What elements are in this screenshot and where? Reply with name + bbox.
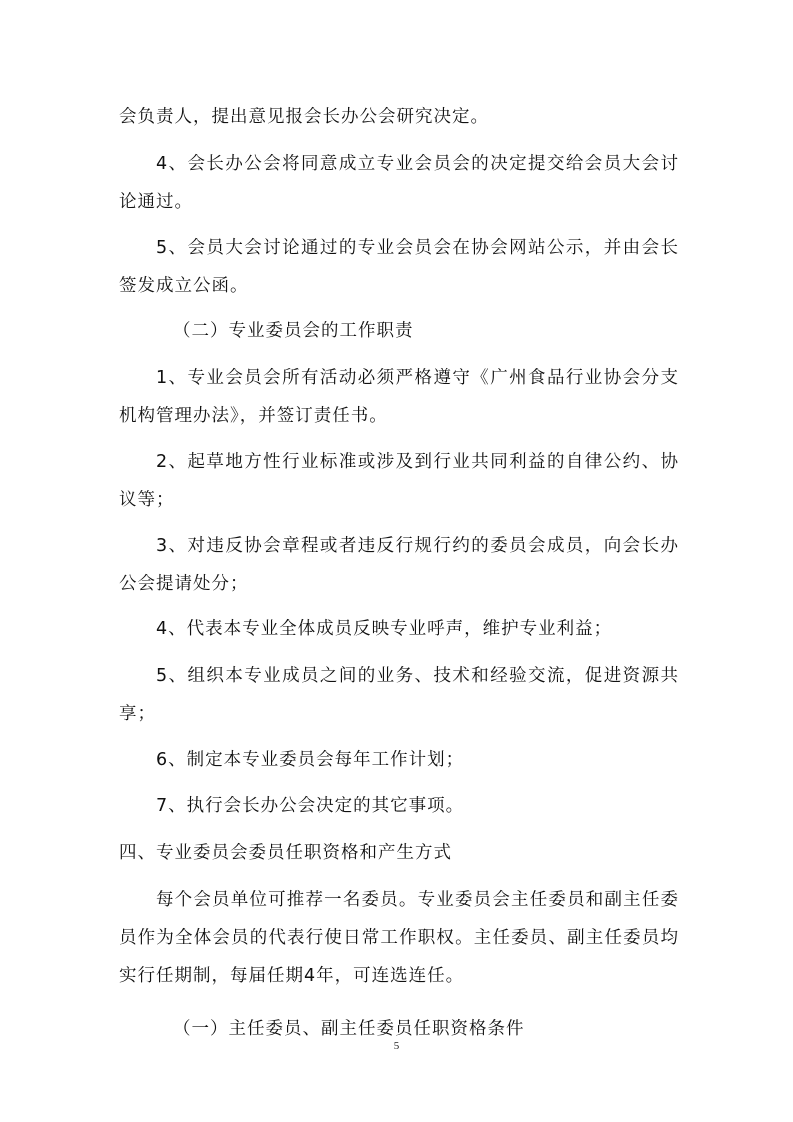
paragraph-duty-3: 3、对违反协会章程或者违反行规行约的委员会成员，向会长办公会提请处分； <box>119 536 679 594</box>
paragraph-duty-4: 4、代表本专业全体成员反映专业呼声，维护专业利益； <box>156 619 613 639</box>
section-heading-duties: （二）专业委员会的工作职责 <box>173 321 414 341</box>
paragraph-member-recommendation: 每个会员单位可推荐一名委员。专业委员会主任委员和副主任委员作为全体会员的代表行使日常工作职权。主任委员、副主任委员均实行任期制，每届任期4年，可连选连任。 <box>119 890 679 986</box>
subsection-heading-conditions: （一）主任委员、副主任委员任职资格条件 <box>173 1019 525 1039</box>
paragraph-duty-7: 7、执行会长办公会决定的其它事项。 <box>156 796 465 816</box>
paragraph-duty-1: 1、专业会员会所有活动必须严格遵守《广州食品行业协会分支机构管理办法》，并签订责任书。 <box>119 368 679 426</box>
paragraph-continuation: 会负责人，提出意见报会长办公会研究决定。 <box>119 107 489 127</box>
page-number: 5 <box>393 1040 400 1052</box>
paragraph-duty-2: 2、起草地方性行业标准或涉及到行业共同利益的自律公约、协议等； <box>119 452 679 510</box>
paragraph-item-4: 4、会长办公会将同意成立专业会员会的决定提交给会员大会讨论通过。 <box>119 154 679 212</box>
section-heading-qualifications: 四、专业委员会委员任职资格和产生方式 <box>119 843 452 863</box>
paragraph-duty-6: 6、制定本专业委员会每年工作计划； <box>156 750 465 770</box>
paragraph-item-5: 5、会员大会讨论通过的专业会员会在协会网站公示，并由会长签发成立公函。 <box>119 238 679 296</box>
paragraph-duty-5: 5、组织本专业成员之间的业务、技术和经验交流，促进资源共享； <box>119 666 679 724</box>
